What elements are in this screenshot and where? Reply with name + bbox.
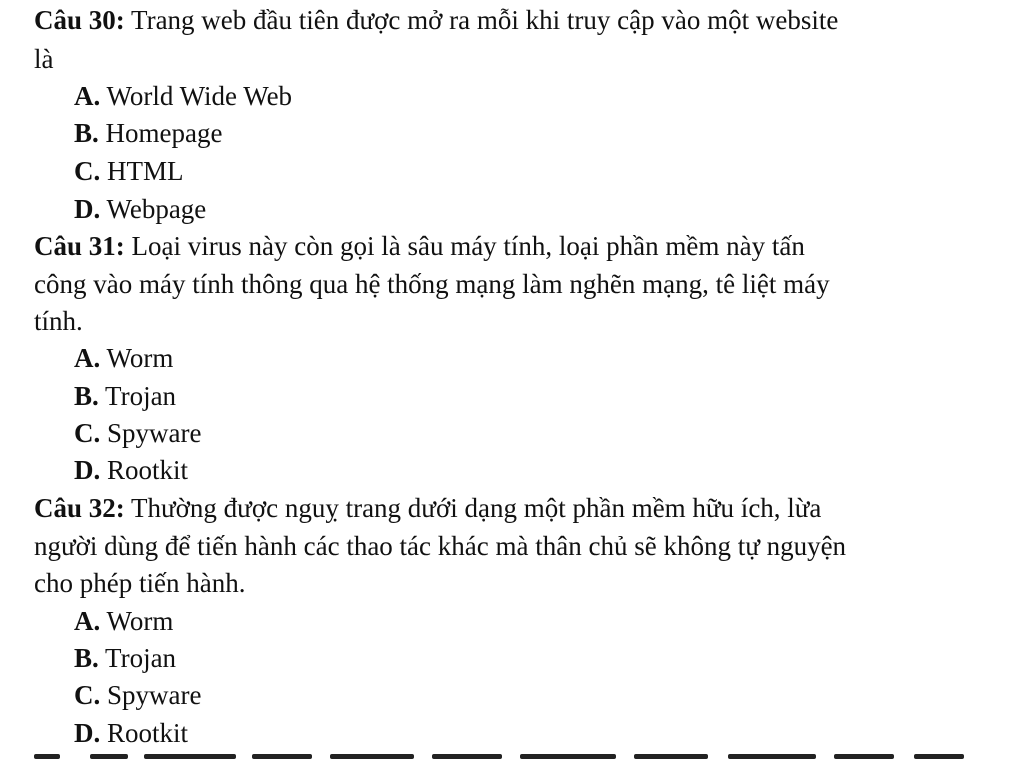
question-32-stem-line-2 [34,528,846,565]
option-text: Webpage [106,194,207,224]
question-32-option-a [74,603,173,640]
option-letter: D. [74,718,101,748]
ink-fragment [34,754,60,759]
question-30-stem-line-2 [34,41,54,78]
option-text: Worm [106,343,174,373]
question-31-option-d [74,452,188,489]
question-32-text-3: cho phép tiến hành. [34,568,246,598]
option-letter: B. [74,643,99,673]
ink-fragment [520,754,616,759]
option-letter: C. [74,680,101,710]
option-letter: D. [74,194,101,224]
option-text: Trojan [105,381,177,411]
question-32-stem-line-1 [34,490,821,527]
ink-fragment [90,754,128,759]
option-letter: C. [74,156,101,186]
option-letter: B. [74,381,99,411]
option-text: Spyware [107,418,202,448]
option-text: Homepage [105,118,223,148]
option-letter: B. [74,118,99,148]
option-text: Trojan [105,643,177,673]
question-31-text-1: Loại virus này còn gọi là sâu máy tính, loại phần mềm này tấn [131,231,805,261]
option-text: Rootkit [107,455,189,485]
question-31-text-2: công vào máy tính thông qua hệ thống mạng làm nghẽn mạng, tê liệt máy [34,269,830,299]
question-31-stem-line-2 [34,266,830,303]
ink-fragment [432,754,502,759]
ink-fragment [728,754,816,759]
question-32-text-1: Thường được nguỵ trang dưới dạng một phần mềm hữu ích, lừa [131,493,822,523]
question-31-option-a [74,340,173,377]
question-30-option-d [74,191,206,228]
option-text: Worm [106,606,174,636]
option-letter: A. [74,343,101,373]
ink-fragment [834,754,894,759]
question-30-text-2: là [34,44,54,74]
option-text: World Wide Web [106,81,293,111]
question-32-option-b [74,640,176,677]
option-text: Spyware [107,680,202,710]
question-30-number: Câu 30: [34,5,125,35]
option-text: HTML [107,156,184,186]
question-32-text-2: người dùng để tiến hành các thao tác khác mà thân chủ sẽ không tự nguyện [34,531,847,561]
option-letter: A. [74,606,101,636]
option-text: Rootkit [107,718,189,748]
question-32-stem-line-3 [34,565,245,602]
cutoff-next-line [34,746,974,761]
ink-fragment [634,754,708,759]
ink-fragment [330,754,414,759]
ink-fragment [144,754,236,759]
question-31-stem-line-1 [34,228,805,265]
option-letter: A. [74,81,101,111]
question-30-option-a [74,78,292,115]
option-letter: C. [74,418,101,448]
question-31-option-c [74,415,201,452]
question-30-option-b [74,115,222,152]
question-31-text-3: tính. [34,306,83,336]
question-32-option-c [74,677,201,714]
question-32-number: Câu 32: [34,493,125,523]
question-31-stem-line-3 [34,303,83,340]
option-letter: D. [74,455,101,485]
question-31-option-b [74,378,176,415]
question-30-text-1: Trang web đầu tiên được mở ra mỗi khi truy cập vào một website [131,5,839,35]
question-31-number: Câu 31: [34,231,125,261]
ink-fragment [252,754,312,759]
question-30-option-c [74,153,184,190]
ink-fragment [914,754,964,759]
question-30-stem-line-1 [34,2,838,39]
